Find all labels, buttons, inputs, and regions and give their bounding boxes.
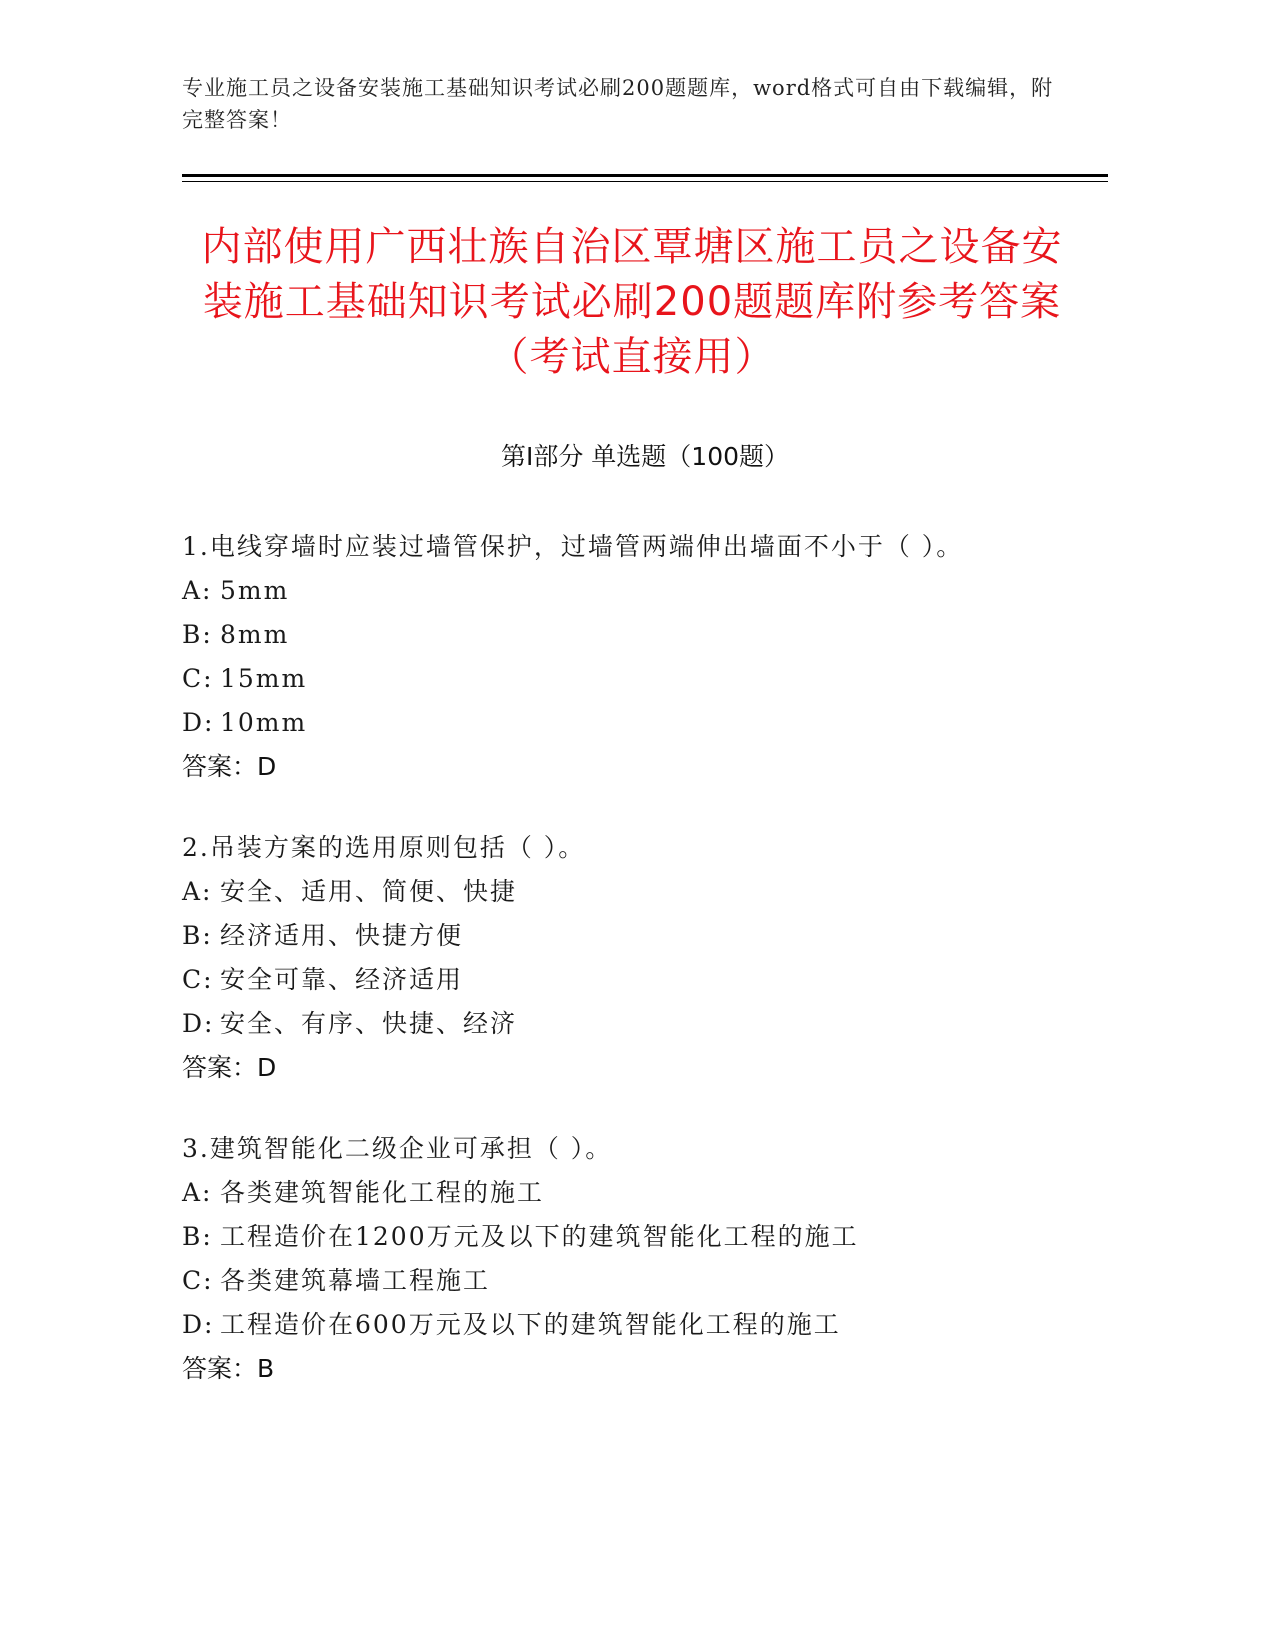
option-text: 经济适用、快捷方便	[220, 921, 464, 950]
option-text: 8mm	[220, 620, 290, 649]
option-key: D:	[182, 1310, 215, 1339]
option-text: 10mm	[220, 708, 308, 737]
option-text: 工程造价在600万元及以下的建筑智能化工程的施工	[220, 1310, 841, 1339]
header-divider-thin	[182, 181, 1108, 182]
document-title: 内部使用广西壮族自治区覃塘区施工员之设备安装施工基础知识考试必刷200题题库附参考答案（考试直接用）	[201, 224, 1063, 380]
option-a	[182, 569, 1108, 613]
option-key: C:	[182, 664, 214, 693]
option-b	[182, 914, 1108, 958]
option-d	[182, 1303, 1108, 1347]
option-text: 安全可靠、经济适用	[220, 965, 464, 994]
option-d	[182, 1002, 1108, 1046]
header-divider-thick	[182, 174, 1108, 177]
option-key: B:	[182, 921, 213, 950]
section-title: 第Ⅰ部分 单选题（100题）	[500, 442, 790, 471]
option-key: B:	[182, 620, 213, 649]
header-note: 专业施工员之设备安装施工基础知识考试必刷200题题库，word格式可自由下载编辑，附完整答案！	[182, 76, 1054, 132]
option-c	[182, 657, 1108, 701]
answer-line: 答案：D	[182, 752, 277, 781]
option-b	[182, 613, 1108, 657]
question-stem: 2.吊装方案的选用原则包括（ ）。	[182, 833, 586, 862]
answer-line: 答案：B	[182, 1354, 275, 1383]
option-a	[182, 1171, 1108, 1215]
option-key: A:	[182, 877, 213, 906]
option-key: D:	[182, 1009, 215, 1038]
option-key: A:	[182, 1178, 213, 1207]
option-key: D:	[182, 708, 215, 737]
question-item	[182, 525, 1108, 789]
question-stem: 1.电线穿墙时应装过墙管保护，过墙管两端伸出墙面不小于（ ）。	[182, 532, 964, 561]
option-text: 5mm	[220, 576, 290, 605]
option-b	[182, 1215, 1108, 1259]
option-text: 安全、适用、简便、快捷	[220, 877, 518, 906]
option-key: B:	[182, 1222, 213, 1251]
option-text: 工程造价在1200万元及以下的建筑智能化工程的施工	[220, 1222, 859, 1251]
option-key: A:	[182, 576, 213, 605]
question-item	[182, 1127, 1108, 1391]
option-key: C:	[182, 1266, 214, 1295]
option-c	[182, 1259, 1108, 1303]
option-text: 安全、有序、快捷、经济	[220, 1009, 518, 1038]
answer-line: 答案：D	[182, 1053, 277, 1082]
option-key: C:	[182, 965, 214, 994]
option-text: 各类建筑幕墙工程施工	[220, 1266, 491, 1295]
question-item	[182, 826, 1108, 1090]
option-c	[182, 958, 1108, 1002]
question-list	[182, 525, 1108, 1428]
option-text: 各类建筑智能化工程的施工	[220, 1178, 545, 1207]
question-stem: 3.建筑智能化二级企业可承担（ ）。	[182, 1134, 613, 1163]
option-text: 15mm	[220, 664, 308, 693]
option-a	[182, 870, 1108, 914]
option-d	[182, 701, 1108, 745]
